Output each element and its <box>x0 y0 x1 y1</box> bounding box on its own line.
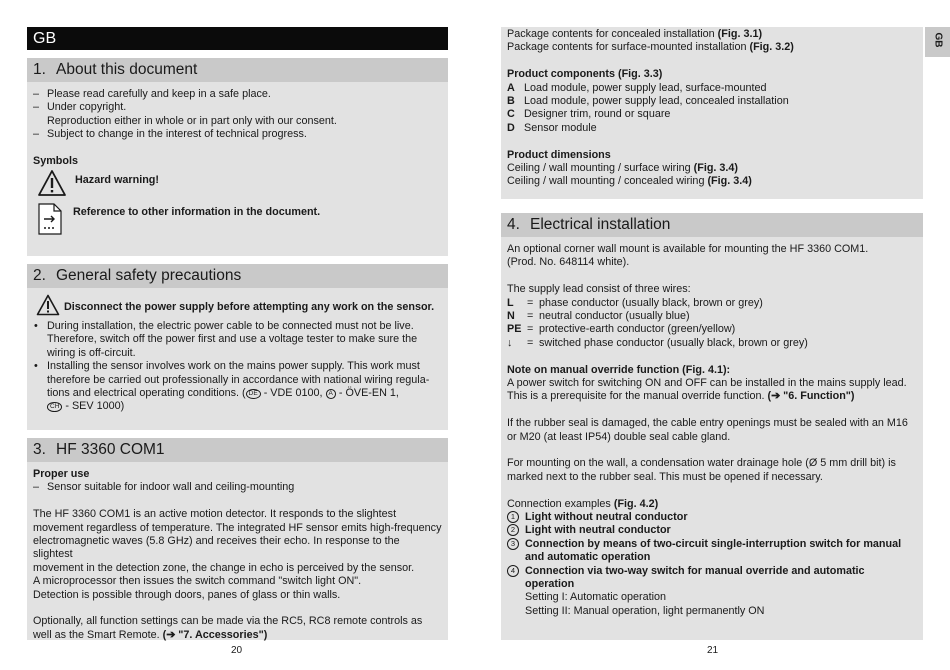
package-contents-panel <box>501 27 923 199</box>
wire-item: ↓ = switched phase conductor (usually black, brown or grey) <box>507 336 808 349</box>
section-title: General safety precautions <box>56 267 242 284</box>
page-number: 20 <box>231 645 243 656</box>
symbols-heading: Symbols <box>33 155 79 168</box>
language-bar <box>27 27 448 50</box>
section-body: An optional corner wall mount is available for mounting the HF 3360 COM1. (Prod. No. 648114 white). The supply lead consist of three wires: L = phase conductor (usually black, brown or grey) N = neutral conductor (usually blue) PE = protective-earth conductor (green/yellow) ↓ = switched phase conductor (usually black, brown or grey) Note on manual override function (Fig. 4.1): A power switch for switching ON and OFF can be installed in the mains supply lead. This is a prerequisite for the manual override function. (➔ "6. Function") If the rubber seal is damaged, the cable entry openings must be sealed with an M16 or M20 (at least IP54) double seal cable gland. For mounting on the wall, a condensation water drainage hole (Ø 5 mm drill bit) is marked next to the rubber seal. This must be opened if necessary. Connection examples (Fig. 4.2) 1 Light without neutral conductor 2 Light with neutral conductor 3 Connection by means of two-circuit single-interruption switch for manual and automatic operation 4 Connection via two-way switch for manual override and automatic operation Setting I: Automatic operation Setting II: Manual operation, light permanently ON <box>507 243 917 618</box>
section-heading: 2. General safety precautions <box>27 264 448 288</box>
function-reference: (➔ "6. Function") <box>767 390 855 403</box>
section-body <box>33 294 442 414</box>
safety-warning-row <box>33 294 442 320</box>
list-item: • Installing the sensor involves work on the mains power supply. This work must therefore be carried out professionally in accordance with national wiring regula- tions and electrical operating conditions. ( DE - VDE 0100, A - ÖVE-EN 1, CH - SEV 1000) <box>33 360 442 414</box>
setting-line: Setting I: Automatic operation <box>525 591 667 604</box>
list-item: – Under copyright. <box>33 101 442 114</box>
document-reference-icon <box>37 203 63 239</box>
reference-symbol-row <box>33 202 442 238</box>
panel-body: Package contents for concealed installation (Fig. 3.1) Package contents for surface-mounted installation (Fig. 3.2) Product components (Fig. 3.3) A Load module, power supply lead, surface-mounted B Load module, power supply lead, concealed installation C Designer trim, round or square D Sensor module Product dimensions Ceiling / wall mounting / surface wiring (Fig. 3.4) Ceiling / wall mounting / concealed wiring (Fig. 3.4) <box>507 28 917 189</box>
wire-item: L = phase conductor (usually black, brown or grey) <box>507 296 763 309</box>
hazard-warning-icon <box>37 169 67 201</box>
connection-example: 4 Connection via two-way switch for manual override and automatic operation <box>507 565 917 592</box>
connection-example: 2 Light with neutral conductor <box>507 524 917 537</box>
paragraph-line: movement regardless of temperature. The integrated HF sensor emits high-frequency <box>33 521 442 534</box>
section-electrical-installation <box>501 213 923 640</box>
safety-warning-text: Disconnect the power supply before attempting any work on the sensor. <box>64 301 435 313</box>
paragraph-line: electromagnetic waves (5.8 GHz) and receives their echo. In response to the slightest <box>33 535 400 561</box>
paragraph-line: movement in the detection zone, the change in echo is perceived by the sensor. <box>33 561 415 574</box>
component-item: D Sensor module <box>507 121 597 134</box>
paragraph-line: The HF 3360 COM1 is an active motion detector. It responds to the slightest <box>33 508 397 521</box>
reference-label: Reference to other information in the document. <box>73 206 321 219</box>
section-heading: 4. Electrical installation <box>501 213 923 237</box>
list-item: – Subject to change in the interest of technical progress. <box>33 128 442 141</box>
note-heading: Note on manual override function (Fig. 4.1): <box>507 363 731 376</box>
language-label: GB <box>33 30 57 47</box>
dimensions-heading: Product dimensions <box>507 148 611 161</box>
component-item: C Designer trim, round or square <box>507 108 671 121</box>
list-item-continuation: Reproduction either in whole or in part only with our consent. <box>47 114 337 127</box>
language-side-tab: GB <box>925 27 950 57</box>
connection-example: 1 Light without neutral conductor <box>507 511 917 524</box>
list-item: • During installation, the electric power cable to be connected must not be live. Therefore, switch off the power first and use a voltage tester to make sure the wiring is off-circuit. <box>33 320 442 360</box>
switched-phase-icon: ↓ <box>507 336 513 349</box>
wire-item: N = neutral conductor (usually blue) <box>507 310 690 323</box>
list-item: – Sensor suitable for indoor wall and ceiling-mounting <box>33 481 442 494</box>
hazard-warning-icon <box>36 294 60 320</box>
country-code-de: DE <box>246 389 261 399</box>
accessories-reference: (➔ "7. Accessories") <box>162 628 268 641</box>
section-title: HF 3360 COM1 <box>56 441 165 458</box>
paragraph-line: Optionally, all function settings can be made via the RC5, RC8 remote controls as <box>33 615 423 628</box>
setting-line: Setting II: Manual operation, light permanently ON <box>525 604 765 617</box>
connection-example: 3 Connection by means of two-circuit single-interruption switch for manual and automatic operation <box>507 538 917 565</box>
section-title: About this document <box>56 61 198 78</box>
proper-use-heading: Proper use <box>33 468 90 480</box>
hazard-label: Hazard warning! <box>75 174 159 187</box>
section-heading: 3. HF 3360 COM1 <box>27 438 448 462</box>
country-code-at: A <box>326 389 336 399</box>
page-number: 21 <box>707 645 719 656</box>
component-item: A Load module, power supply lead, surface-mounted <box>507 81 767 94</box>
country-code-ch: CH <box>47 402 62 412</box>
paragraph-line: A microprocessor then issues the switch command "switch light ON". <box>33 575 362 588</box>
section-safety-precautions <box>27 264 448 430</box>
wire-item: PE = protective-earth conductor (green/yellow) <box>507 323 736 336</box>
hazard-symbol-row <box>33 168 442 202</box>
section-heading: 1. About this document <box>27 58 448 82</box>
paragraph-line: Detection is possible through doors, panes of glass or thin walls. <box>33 588 341 601</box>
section-body <box>33 88 442 238</box>
section-product <box>27 438 448 640</box>
component-item: B Load module, power supply lead, concealed installation <box>507 95 789 108</box>
list-item: – Please read carefully and keep in a safe place. <box>33 88 442 101</box>
right-page <box>475 0 950 670</box>
section-title: Electrical installation <box>530 216 671 233</box>
section-body: Proper use – Sensor suitable for indoor wall and ceiling-mounting The HF 3360 COM1 is an active motion detector. It responds to the slightest movement regardless of temperature. The integrated HF sensor emits high-frequency electromagnetic waves (5.8 GHz) and receives their echo. In response to the slightest movement in the detection zone, the change in echo is perceived by the sensor. A microprocessor then issues the switch command "switch light ON". Detection is possible through doors, panes of glass or thin walls. Optionally, all function settings can be made via the RC5, RC8 remote controls as well as the Smart Remote. (➔ "7. Accessories") <box>33 468 442 642</box>
components-heading: Product components (Fig. 3.3) <box>507 68 663 81</box>
section-about-document <box>27 58 448 256</box>
